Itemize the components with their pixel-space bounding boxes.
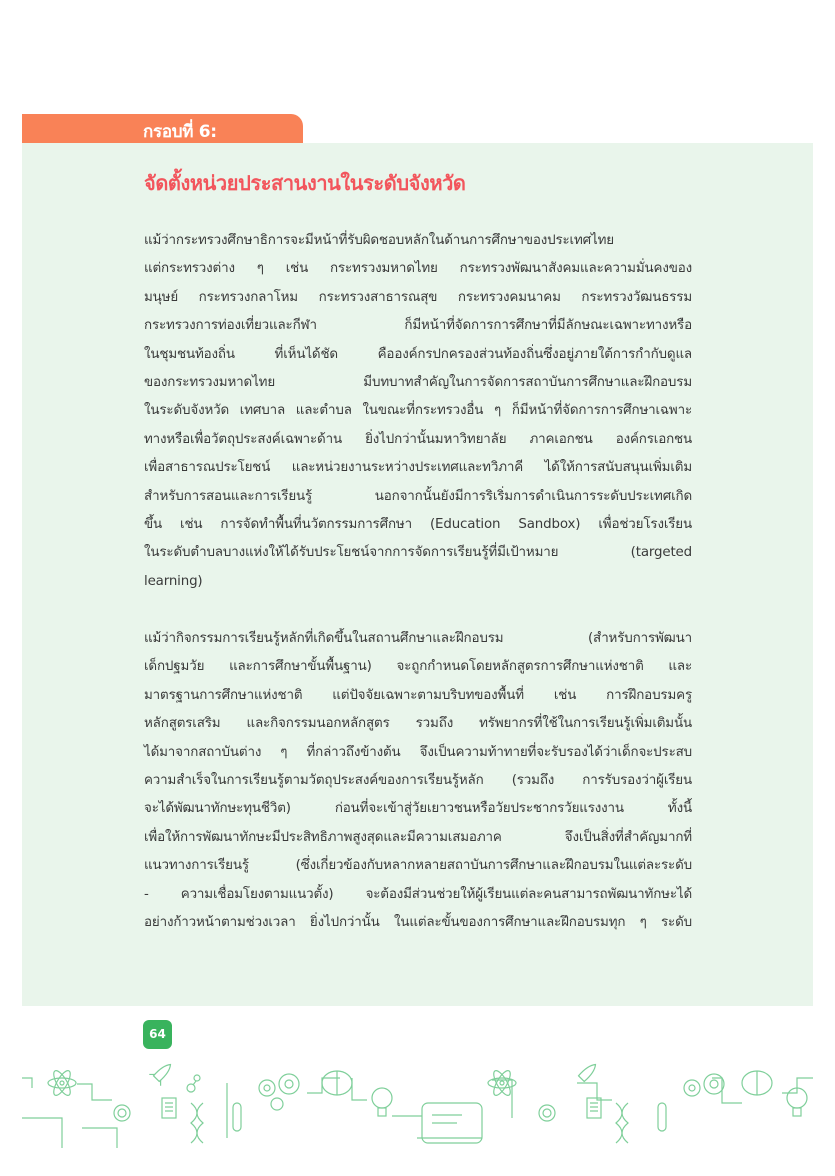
text-line: ได้มาจากสถาบันต่าง ๆ ที่กล่าวถึงข้างต้น จึงเป็นความท้าทายที่จะรับรองได้ว่าเด็กจะประสบ: [144, 744, 692, 760]
text-line: ในชุมชนท้องถิ่น ที่เห็นได้ชัด คือองค์กรปกครองส่วนท้องถิ่นซึ่งอยู่ภายใต้การกำกับดูแล: [144, 346, 692, 362]
gear-icon: [539, 1105, 555, 1121]
brain-icon: [322, 1071, 352, 1095]
text-line: ของกระทรวงมหาดไทย มีบทบาทสำคัญในการจัดการสถาบันการศึกษาและฝึกอบรม: [144, 375, 692, 391]
text-line: จะได้พัฒนาทักษะทุนชีวิต) ก่อนที่จะเข้าสู่วัยเยาวชนหรือวัยประชากรวัยแรงงาน ทั้งนี้: [144, 801, 692, 817]
dna-icon: [191, 1103, 203, 1143]
dna-icon: [616, 1103, 628, 1143]
text-line: ทางหรือเพื่อวัตถุประสงค์เฉพาะด้าน ยิ่งไปกว่านั้นมหาวิทยาลัย ภาคเอกชน องค์กรเอกชน: [144, 431, 692, 447]
box-tab: [22, 114, 303, 144]
text-line: เพื่อสาธารณประโยชน์ และหน่วยงานระหว่างประเทศและทวิภาคี ได้ให้การสนับสนุนเพิ่มเติม: [144, 460, 692, 476]
text-line: เพื่อให้การพัฒนาทักษะมีประสิทธิภาพสูงสุดและมีความเสมอภาค จึงเป็นสิ่งที่สำคัญมากที่: [144, 829, 692, 845]
paragraph-2: [144, 625, 692, 937]
science-decoration-strip: [22, 1058, 813, 1148]
text-line: ในระดับตำบลบางแห่งให้ได้รับประโยชน์จากการจัดการเรียนรู้ที่มีเป้าหมาย (targeted: [144, 545, 692, 561]
text-line: หลักสูตรเสริม และกิจกรรมนอกหลักสูตร รวมถึง ทรัพยากรที่ใช้ในการเรียนรู้เพิ่มเติมนั้น: [144, 716, 692, 732]
test-tube-icon: [233, 1103, 241, 1131]
text-line: ในระดับจังหวัด เทศบาล และตำบล ในขณะที่กระทรวงอื่น ๆ ก็มีหน้าที่จัดการการศึกษาเฉพาะ: [144, 403, 692, 419]
text-line: learning): [144, 573, 203, 589]
text-line: แม้ว่ากิจกรรมการเรียนรู้หลักที่เกิดขึ้นในสถานศึกษาและฝึกอบรม (สำหรับการพัฒนา: [144, 631, 692, 646]
text-line: มนุษย์ กระทรวงกลาโหม กระทรวงสาธารณสุข กระทรวงคมนาคม กระทรวงวัฒนธรรม: [144, 289, 692, 305]
text-line: แนวทางการเรียนรู้ (ซึ่งเกี่ยวข้องกับหลากหลายสถาบันการศึกษาและฝึกอบรมในแต่ละระดับ: [144, 858, 692, 874]
paragraph-1: [144, 227, 692, 596]
box-title: จัดตั้งหน่วยประสานงานในระดับจังหวัด: [144, 171, 466, 195]
gears-icon: [259, 1074, 299, 1110]
gear-icon: [114, 1105, 130, 1121]
molecule-icon: [187, 1075, 200, 1092]
text-line: เด็กปฐมวัย และการศึกษาขั้นพื้นฐาน) จะถูกกำหนดโดยหลักสูตรการศึกษาแห่งชาติ และ: [144, 659, 692, 675]
text-line: แม้ว่ากระทรวงศึกษาธิการจะมีหน้าที่รับผิดชอบหลักในด้านการศึกษาของประเทศไทย: [144, 233, 614, 248]
text-line: กระทรวงการท่องเที่ยวและกีฬา ก็มีหน้าที่จัดการการศึกษาที่มีลักษณะเฉพาะทางหรือ: [144, 318, 692, 334]
text-line: - ความเชื่อมโยงตามแนวตั้ง) จะต้องมีส่วนช่วยให้ผู้เรียนแต่ละคนสามารถพัฒนาทักษะได้: [144, 886, 692, 902]
monitor-icon: [422, 1103, 482, 1143]
page-number-badge: 64: [143, 1020, 172, 1049]
text-line: แต่กระทรวงต่าง ๆ เช่น กระทรวงมหาดไทย กระทรวงพัฒนาสังคมและความมั่นคงของ: [144, 261, 692, 277]
lightbulb-icon: [372, 1088, 392, 1116]
gears-icon: [684, 1074, 724, 1096]
rocket-icon: [149, 1059, 176, 1086]
text-line: ความสำเร็จในการเรียนรู้ตามวัตถุประสงค์ของการเรียนรู้หลัก (รวมถึง การรับรองว่าผู้เรียน: [144, 773, 692, 789]
text-line: อย่างก้าวหน้าตามช่วงเวลา ยิ่งไปกว่านั้น ในแต่ละขั้นของการศึกษาและฝึกอบรมทุก ๆ ระดับ: [144, 915, 692, 931]
text-line: ขึ้น เช่น การจัดทำพื้นที่นวัตกรรมการศึกษา (Education Sandbox) เพื่อช่วยโรงเรียน: [144, 517, 692, 533]
text-line: สำหรับการสอนและการเรียนรู้ นอกจากนั้นยังมีการริเริ่มการดำเนินการระดับประเทศเกิด: [144, 488, 692, 504]
box-tab-label: กรอบที่ 6:: [143, 122, 217, 142]
rocket-icon: [578, 1062, 598, 1082]
brain-icon: [742, 1071, 772, 1095]
books-icon: [162, 1098, 176, 1118]
books-icon: [587, 1098, 601, 1118]
content-box: [22, 143, 813, 1006]
text-line: มาตรฐานการศึกษาแห่งชาติ แต่ปัจจัยเฉพาะตามบริบทของพื้นที่ เช่น การฝึกอบรมครู: [144, 687, 692, 703]
atom-icon: [48, 1068, 76, 1097]
test-tube-icon: [658, 1103, 666, 1131]
